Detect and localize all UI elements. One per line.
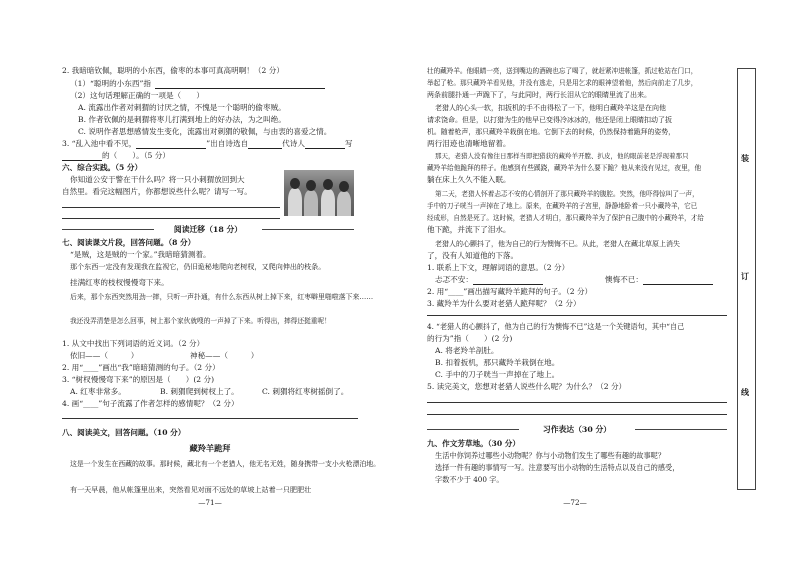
story-line: 这是一个发生在西藏的故事。那时候，藏北有一个老猎人，他无名无姓，随身携带一支小火枪漂泊地。 (70, 460, 381, 468)
answer-blank[interactable] (305, 140, 345, 149)
writing-line[interactable] (427, 315, 727, 316)
passage-line: 后来，那个东西突然用劲一摔，只听一声扑通，有什么东西从树上掉下来，红枣噼里啪啦落下来…… (70, 293, 374, 301)
essay-prompt: 选择一件有趣的事情写一写。注意要写出小动物的生活特点以及自己的感受， (435, 463, 680, 472)
story-line: 两条前腿扑通一声跪下了，与此同时，两行长泪从它的眼睛里流了出来。 (427, 91, 651, 99)
writing-line[interactable] (62, 207, 280, 208)
writing-line[interactable] (427, 414, 727, 415)
story-line: 请求饶命。但是，以打猎为生的他早已变得冷冰冰的，他还是闭上眼睛扣动了扳 (427, 116, 672, 124)
story-line: 他下跪，并流下了泪水。 (427, 225, 511, 234)
writing-line[interactable] (62, 418, 358, 419)
q7-1-item: 依旧——（ ） (70, 351, 139, 360)
option-a: A. 流露出作者对刺猬的讨厌之情，不愧是一个聪明的偷枣贼。 (78, 103, 286, 112)
q7-3-option-a: A. 红枣非常多。 (70, 387, 126, 396)
q8-4-option-b: B. 扣着扳机，那只藏羚羊栽倒在地。 (435, 358, 560, 367)
answer-blank[interactable] (643, 276, 713, 285)
section-heading-writing: 习作表达（30 分） (427, 424, 727, 435)
binding-strip (737, 68, 756, 490)
section-heading-reading: 阅读迁移（18 分） (62, 224, 354, 235)
q8-4-option-a: A. 将老羚羊剖肚。 (435, 346, 499, 355)
q8-1: 1. 联系上下文，理解词语的意思。（2 分） (427, 263, 570, 272)
story-line: 机。随着枪声，那只藏羚羊栽倒在地。它倒下去的时候，仍然保持着跪拜的姿势， (427, 128, 676, 136)
section-seven-title: 七、阅读课文片段，回答问题。（8 分） (62, 238, 196, 247)
q7-3: 3. “树杈慢慢弯下来”的原因是（ ）(2 分) (62, 375, 215, 384)
answer-blank[interactable] (62, 152, 102, 161)
story-line: 藏羚羊给他跪拜的样子。他感到有些蹊跷，藏羚羊为什么要下跪？他从来没有见过，夜里，他 (427, 164, 702, 172)
q7-1-item: 神秘——（ ） (190, 351, 259, 360)
option-b: B. 作者钦佩的是刺猬将枣儿打满到地上的好办法，为之叫绝。 (78, 115, 286, 124)
section-six-title: 六、综合实践。（5 分） (62, 163, 143, 172)
q8-4-option-c: C. 手中的刀子咣当一声掉在了地上。 (435, 370, 560, 379)
q3-line2: 的（ ）。（5 分） (62, 151, 170, 161)
q2-sub1: （1）“聪明的小东西”指 (70, 79, 325, 89)
passage-line: 那个东西一定没有发现我在监视它，仍旧诡秘地爬向老树杈，又爬向伸出的枝条。 (70, 262, 326, 271)
q2-sub2: （2）这句话理解正确的一项是（ ） (70, 91, 204, 100)
page-number: —71— (198, 498, 222, 507)
essay-prompt: 生活中你饲养过哪些小动物呢？你与小动物们发生了哪些有趣的故事呢？ (435, 451, 666, 460)
passage-line: “是贼，这是贼的一个家。”我暗暗猜测着。 (70, 250, 211, 259)
q8-1-word: 懊悔不已： (605, 275, 713, 285)
q8-1-word: 忐忑不安： (435, 275, 543, 285)
story-line: 两行泪迹也清晰地留着。 (427, 139, 511, 148)
story-title: 藏羚羊跪拜 (189, 443, 231, 453)
passage-line: 挂满红枣的枝杈慢慢弯下来。 (70, 278, 169, 287)
q7-2: 2. 用“____”画出“我”暗暗猜测的句子。（2 分） (62, 363, 220, 372)
essay-prompt: 字数不少于 400 字。 (435, 475, 504, 484)
story-line: 壮的藏羚羊。他眼睛一亮，送到嘴边的酒碗也忘了喝了，就赶紧冲进帐篷，抓过枪站在门口， (427, 67, 698, 75)
q8-4-cont: 的行为”指（ ）(2 分) (427, 334, 513, 343)
page-number: —72— (563, 498, 587, 507)
binding-char: 线 (741, 387, 749, 397)
q8-4: 4. “老猎人的心颤抖了，他为自己的行为懊悔不已”这是一个关键语句，其中“自己 (427, 322, 685, 331)
police-hedgehog-photo (284, 170, 354, 216)
answer-blank[interactable] (248, 140, 282, 149)
option-c: C. 说明作者思想感情发生变化，流露出对刺猬的敬佩，与由衷的喜爱之情。 (78, 127, 332, 136)
writing-line[interactable] (427, 402, 727, 403)
story-line: 老猎人的心头一软，扣扳机的手不由得松了一下，他明白藏羚羊这是在向他 (435, 104, 666, 112)
story-line: 有一天早晨，他从帐篷里出来，突然看见对面不远处的草坡上站着一只肥肥壮 (70, 485, 312, 494)
story-line: 了，没有人知道他的下落。 (427, 251, 519, 260)
section-six-text2: 自然里。看完这幅图片，你都想说些什么呢？请写一写。 (62, 187, 252, 196)
q7-3-option-c: C. 刺猬将红枣树摇倒了。 (262, 387, 349, 396)
section-nine-title: 九、作文芳草地。（30 分） (427, 439, 520, 448)
q7-4: 4. 画“____”句子流露了作者怎样的感情呢？（2 分） (62, 399, 239, 408)
story-line: 第二天，老猎人怀着忐忑不安的心情剖开了那只藏羚羊的腹腔。突然，他吓得惊叫了一声， (435, 190, 699, 198)
story-line: 那天，老猎人没有像往日那样当即把猎获的藏羚羊开膛、扒皮，他的眼前老是浮现着那只 (435, 152, 689, 160)
binding-char: 订 (741, 271, 749, 281)
section-six-text1: 你知道公安于警在干什么吗？将一只小刺猬放回到大 (70, 175, 245, 184)
story-line: 经成形，自然是死了。这时候，老猎人才明白，那只藏羚羊为了保护自己腹中的小藏羚羊，才给 (427, 214, 704, 222)
answer-blank[interactable] (155, 80, 325, 89)
story-line: 手中的刀子咣当一声掉在了地上。原来，在藏羚羊的子宫里，静静地卧着一只小藏羚羊，它已 (427, 202, 698, 210)
q2-text: 2. 我暗暗钦佩，聪明的小东西，偷枣的本事可真高明啊！（2 分） (62, 66, 284, 75)
q7-3-option-b: B. 刺猬爬到树杈上了。 (160, 387, 239, 396)
q8-5: 5. 读完美文，您想对老猎人说些什么呢？为什么？（2 分） (427, 382, 627, 391)
passage-line: 我还没弄清楚是怎么回事，树上那个家伙就嗖的一声掉了下来。听得出，摔得还挺重呢！ (70, 317, 331, 325)
story-line: 举起了枪。那只藏羚羊看见他，并没有逃走，只是用乞求的眼神望着他，然后向前走了几步， (427, 79, 698, 87)
q8-2: 2. 用“____”画出描写藏羚羊跪拜的句子。（2 分） (427, 287, 593, 296)
binding-char: 装 (741, 153, 749, 163)
answer-blank[interactable] (136, 140, 206, 149)
q7-1: 1. 从文中找出下列词语的近义词。（2 分） (62, 339, 205, 348)
story-line: 躺在床上久久不能入眠。 (427, 175, 511, 184)
q8-3: 3. 藏羚羊为什么要对老猎人跪拜呢？（2 分） (427, 299, 581, 308)
writing-line[interactable] (62, 218, 280, 219)
section-eight-title: 八、阅读美文，回答问题。（10 分） (62, 428, 186, 437)
story-line: 老猎人的心颤抖了，他为自己的行为懊悔不已。从此，老猎人在藏北草原上消失 (435, 240, 680, 248)
q3-line: 3. “乱入池中看不见， ”出自诗选自 代诗人 写 (62, 139, 353, 148)
answer-blank[interactable] (473, 276, 543, 285)
